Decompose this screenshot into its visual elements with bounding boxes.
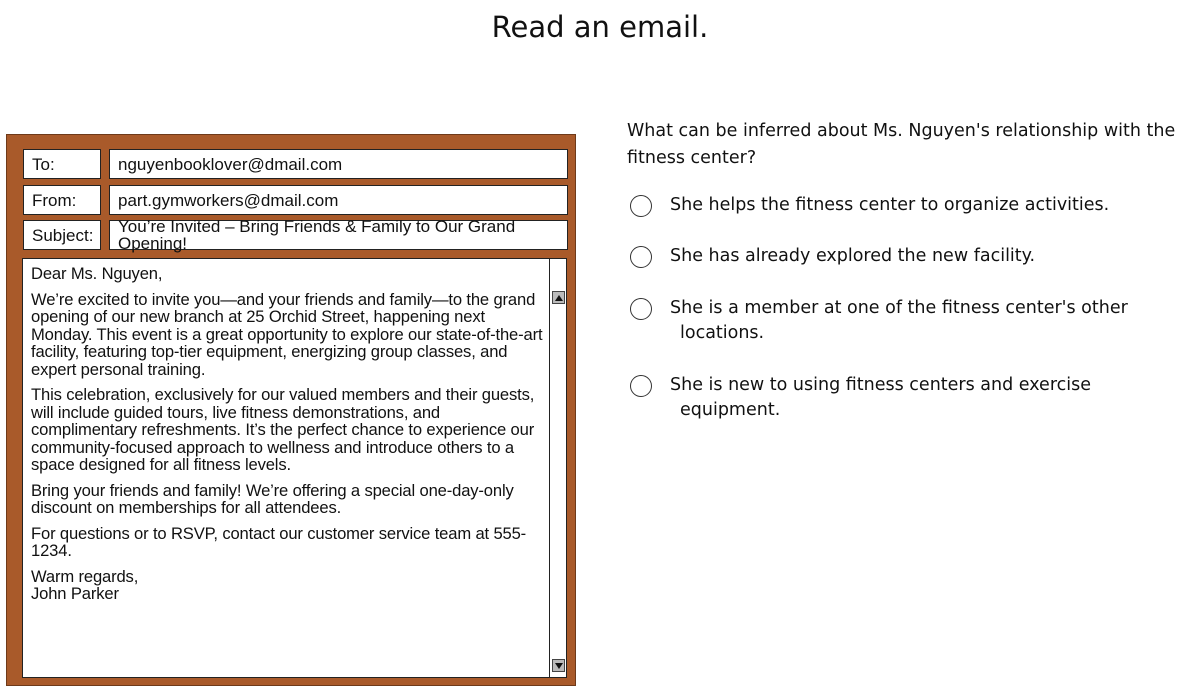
to-field: nguyenbooklover@dmail.com — [109, 149, 568, 179]
answer-option-4-text — [670, 373, 1140, 423]
radio-button-icon[interactable] — [630, 375, 652, 397]
email-body[interactable] — [22, 258, 567, 678]
radio-button-icon[interactable] — [630, 298, 652, 320]
to-label: To: — [23, 149, 101, 179]
answer-option-1-text: She helps the fitness center to organize activities. — [670, 195, 1110, 215]
answer-option-3[interactable] — [630, 296, 1190, 346]
question-prompt: What can be inferred about Ms. Nguyen's relationship with the fitness center? — [627, 121, 1176, 168]
answer-option-2[interactable] — [630, 244, 1190, 269]
email-body-text — [31, 265, 547, 603]
answer-option-3-text — [670, 296, 1140, 346]
radio-button-icon[interactable] — [630, 195, 652, 217]
answer-option-4-line-1: She is new to using fitness centers and exercise — [670, 375, 1091, 395]
email-scrollbar[interactable] — [549, 259, 566, 677]
arrow-up-icon — [555, 295, 563, 301]
email-greeting: Dear Ms. Nguyen, — [31, 264, 163, 283]
radio-button-icon[interactable] — [630, 246, 652, 268]
email-paragraph-2: This celebration, exclusively for our valued members and their guests, will include guided tours, live fitness demonstrations, and complimentary refreshments. It’s the perfect chance to experience our community-focused approach to wellness and introduce others to a space designed for all fitness levels. — [31, 385, 535, 474]
answer-option-4[interactable] — [630, 373, 1190, 423]
email-signoff — [31, 568, 547, 603]
answer-option-3-line-1: She is a member at one of the fitness center's other — [670, 298, 1128, 318]
page-title: Read an email. — [491, 10, 709, 44]
answer-option-4-line-2: equipment. — [680, 400, 781, 420]
answer-option-3-line-2: locations. — [680, 323, 765, 343]
answer-option-2-text: She has already explored the new facility. — [670, 246, 1036, 266]
email-paragraph-4: For questions or to RSVP, contact our customer service team at 555-1234. — [31, 523, 527, 560]
answer-option-1[interactable] — [630, 193, 1190, 218]
subject-label: Subject: — [23, 220, 101, 250]
scroll-up-button[interactable] — [552, 291, 565, 304]
arrow-down-icon — [555, 663, 563, 669]
email-signature: John Parker — [31, 584, 119, 603]
email-window — [6, 134, 576, 686]
email-closing: Warm regards, — [31, 566, 139, 586]
scroll-down-button[interactable] — [552, 659, 565, 672]
from-field: part.gymworkers@dmail.com — [109, 185, 568, 215]
email-paragraph-1: We’re excited to invite you—and your friends and family—to the grand opening of our new branch at 25 Orchid Street, happening next Monday. This event is a great opportunity to explore our state-of-the-art facility, featuring top-tier equipment, energizing group classes, and expert personal training. — [31, 289, 543, 379]
email-paragraph-3: Bring your friends and family! We’re offering a special one-day-only discount on memberships for all attendees. — [31, 480, 514, 517]
subject-field: You’re Invited – Bring Friends & Family to Our Grand Opening! — [109, 220, 568, 250]
from-label: From: — [23, 185, 101, 215]
